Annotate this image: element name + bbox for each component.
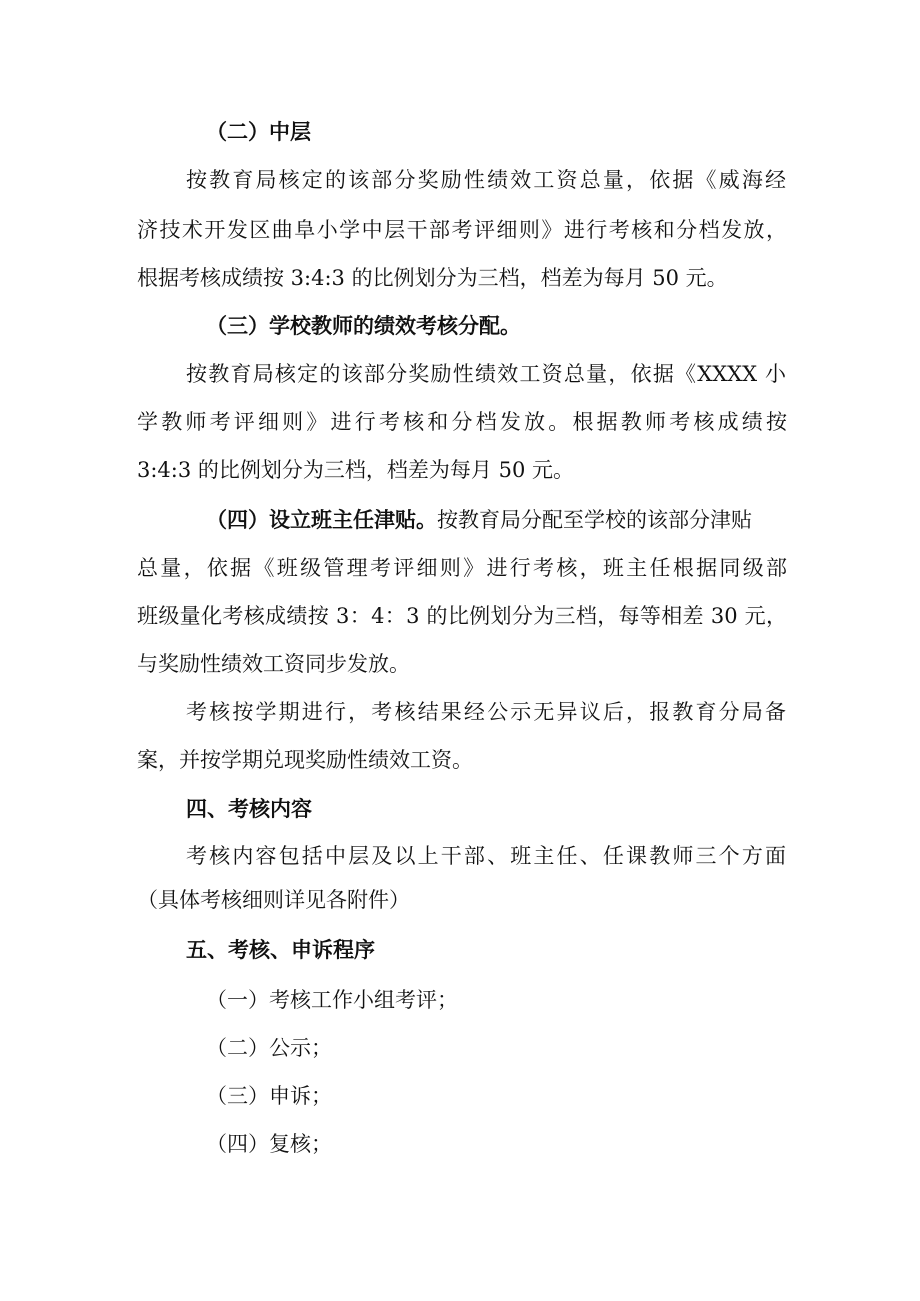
paragraph-line: 与奖励性绩效工资同步发放。: [137, 652, 410, 676]
paragraph-line: 总量，依据《班级管理考评细则》进行考核，班主任根据同级部: [137, 556, 787, 580]
procedure-step: （四）复核；: [206, 1132, 332, 1156]
section-lead-head-teacher-allowance: [206, 500, 787, 540]
paragraph-line: 3:4:3 的比例划分为三档，档差为每月 50 元。: [137, 458, 574, 482]
paragraph-line: 济技术开发区曲阜小学中层干部考评细则》进行考核和分档发放，: [137, 218, 787, 242]
paragraph-line: 根据考核成绩按 3:4:3 的比例划分为三档，档差为每月 50 元。: [137, 266, 728, 290]
paragraph-line: 学教师考评细则》进行考核和分档发放。根据教师考核成绩按: [137, 410, 787, 434]
section-heading-teacher-assessment: （三）学校教师的绩效考核分配。: [206, 314, 521, 338]
paragraph-line: 考核内容包括中层及以上干部、班主任、任课教师三个方面: [186, 844, 786, 868]
paragraph-line: 班级量化考核成绩按 3：4：3 的比例划分为三档，每等相差 30 元，: [137, 604, 787, 628]
paragraph-line: （具体考核细则详见各附件）: [137, 888, 410, 912]
paragraph-line: 考核按学期进行，考核结果经公示无异议后，报教育分局备: [186, 700, 786, 724]
section-heading-middle-level: （二）中层: [206, 120, 311, 144]
paragraph-line: 案，并按学期兑现奖励性绩效工资。: [137, 748, 473, 772]
section-heading-assessment-content: 四、考核内容: [186, 797, 312, 821]
procedure-step: （一）考核工作小组考评；: [206, 988, 458, 1012]
paragraph-lead-text: 按教育局分配至学校的该部分津贴: [437, 508, 752, 532]
paragraph-line: 按教育局核定的该部分奖励性绩效工资总量，依据《威海经: [186, 168, 786, 192]
paragraph-line: 按教育局核定的该部分奖励性绩效工资总量，依据《XXXX 小: [186, 362, 786, 386]
procedure-step: （三）申诉；: [206, 1084, 332, 1108]
section-heading-head-teacher-allowance: （四）设立班主任津贴。: [206, 508, 437, 532]
procedure-step: （二）公示；: [206, 1036, 332, 1060]
section-heading-appeal-procedure: 五、考核、申诉程序: [186, 938, 375, 962]
